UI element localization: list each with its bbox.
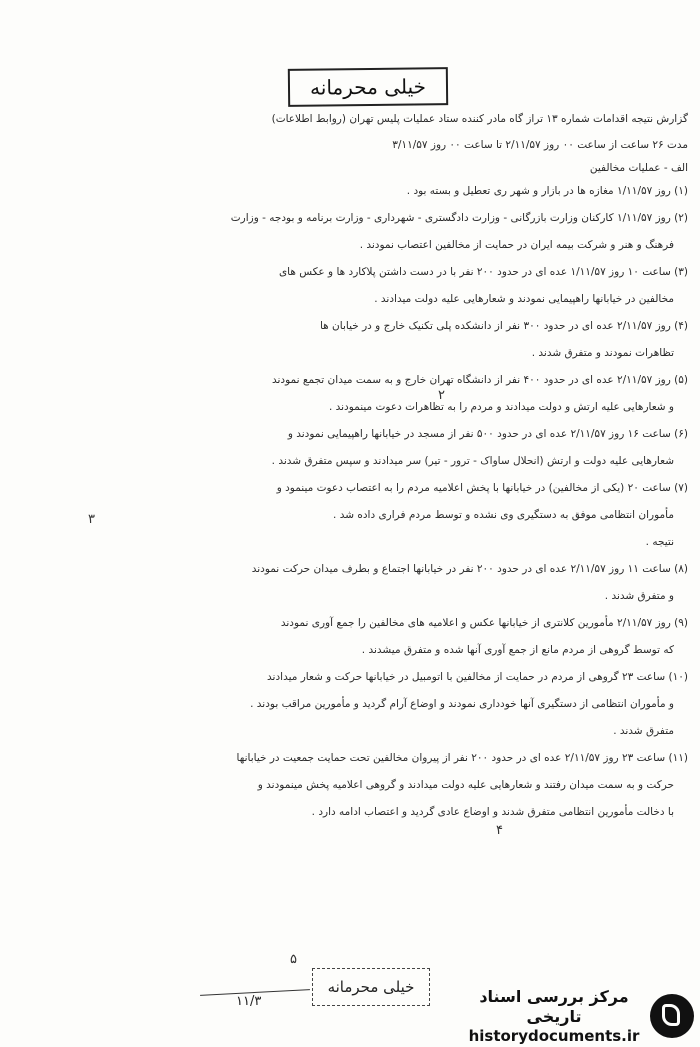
report-header: گزارش نتیجه اقدامات شماره ۱۳ تراز گاه مادر کننده ستاد عملیات پلیس تهران (روابط اطلاعات) (271, 113, 688, 125)
item-line: (۶) ساعت ۱۶ روز ۲/۱۱/۵۷ عده ای در حدود ۵۰۰ نفر از مسجد در خیابانها راهپیمایی نمودند و (287, 428, 688, 440)
watermark (464, 987, 694, 1045)
item-line: (۷) ساعت ۲۰ (یکی از مخالفین) در خیابانها با پخش اعلامیه مردم را به اعتصاب دعوت مینمود و (276, 482, 688, 494)
watermark-url: historydocuments.ir (468, 1027, 640, 1045)
page-mark: ۲ (438, 388, 445, 403)
report-item (88, 481, 688, 549)
page-mark: ۵ (290, 952, 297, 967)
item-line: و مأموران انتظامی از دستگیری آنها خودداری نمودند و اوضاع آرام گردید و مأمورین مراقب بودند . (250, 698, 674, 710)
item-line: (۱۰) ساعت ۲۳ گروهی از مردم در حمایت از مخالفین با اتومبیل در خیابانها حرکت و شعار میدادند (267, 671, 688, 683)
document-body (88, 112, 688, 832)
item-line: و شعارهایی علیه ارتش و دولت میدادند و مردم را به تظاهرات دعوت مینمودند . (328, 401, 674, 413)
item-line: (۳) ساعت ۱۰ روز ۱/۱۱/۵۷ عده ای در حدود ۲۰۰ نفر با در دست داشتن پلاکارد ها و عکس های (278, 266, 688, 278)
item-line: و متفرق شدند . (604, 590, 674, 602)
item-line: (۱۱) ساعت ۲۳ روز ۲/۱۱/۵۷ عده ای در حدود ۲۰۰ نفر از پیروان مخالفین تحت حمایت جمعیت در خیابانها (236, 752, 688, 764)
item-line: (۵) روز ۲/۱۱/۵۷ عده ای در حدود ۴۰۰ نفر از دانشگاه تهران خارج و به سمت میدان تجمع نمودند (272, 374, 688, 386)
classification-stamp: خیلی محرمانه (288, 67, 448, 107)
item-line: (۲) روز ۱/۱۱/۵۷ کارکنان وزارت بازرگانی - وزارت دادگستری - شهرداری - وزارت برنامه و بودجه - وزارت (230, 212, 688, 224)
report-item (88, 751, 688, 819)
item-line: مخالفین در خیابانها راهپیمایی نمودند و شعارهایی علیه دولت میدادند . (374, 293, 674, 305)
report-item (88, 319, 688, 360)
archive-logo-icon (650, 994, 694, 1038)
item-line: متفرق شدند . (613, 725, 674, 737)
signature-number: ۱۱/۳ (236, 994, 262, 1009)
item-line: (۹) روز ۲/۱۱/۵۷ مأمورین کلانتری از خیابانها عکس و اعلامیه های مخالفین را جمع آوری نمودند (280, 617, 688, 629)
item-line: با دخالت مأمورین انتظامی متفرق شدند و اوضاع عادی گردید و اعتصاب ادامه دارد . (311, 806, 674, 818)
item-line: مأموران انتظامی موفق به دستگیری وی نشده و توسط مردم فراری داده شد . (333, 509, 674, 521)
item-line: شعارهایی علیه دولت و ارتش (انحلال ساواک - ترور - تیر) سر میدادند و سپس متفرق شدند . (271, 455, 674, 467)
item-line: (۸) ساعت ۱۱ روز ۲/۱۱/۵۷ عده ای در حدود ۲۰۰ نفر در خیابانها اجتماع و بطرف میدان حرکت نمودند (251, 563, 688, 575)
item-line: حرکت و به سمت میدان رفتند و شعارهایی علیه دولت میدادند و گروهی اعلامیه پخش مینمودند و (257, 779, 674, 791)
section-title: الف - عملیات مخالفین (589, 162, 688, 174)
report-item (88, 670, 688, 738)
report-item (88, 265, 688, 306)
item-line: فرهنگ و هنر و شرکت بیمه ایران در حمایت از مخالفین اعتصاب نمودند . (359, 239, 674, 251)
bottom-classification-stamp: خیلی محرمانه (312, 968, 430, 1006)
report-item (88, 616, 688, 657)
item-line: تظاهرات نمودند و متفرق شدند . (531, 347, 674, 359)
item-line: نتیجه . (645, 536, 674, 548)
report-item (88, 427, 688, 468)
report-item (88, 373, 688, 414)
page-mark: ۴ (496, 823, 503, 838)
item-line: (۱) روز ۱/۱۱/۵۷ مغازه ها در بازار و شهر ری تعطیل و بسته بود . (406, 185, 688, 197)
page-mark: ۳ (88, 512, 95, 527)
report-item (88, 562, 688, 603)
item-line: (۴) روز ۲/۱۱/۵۷ عده ای در حدود ۳۰۰ نفر از دانشکده پلی تکنیک خارج و در خیابان ها (319, 320, 688, 332)
watermark-text (464, 987, 644, 1045)
watermark-title: مرکز بررسی اسناد تاریخی (479, 987, 629, 1026)
report-period: مدت ۲۶ ساعت از ساعت ۰۰ روز ۲/۱۱/۵۷ تا ساعت ۰۰ روز ۳/۱۱/۵۷ (392, 139, 688, 151)
item-line: که توسط گروهی از مردم مانع از جمع آوری آنها شده و متفرق میشدند . (361, 644, 674, 656)
report-item (88, 211, 688, 252)
report-item (88, 184, 688, 198)
